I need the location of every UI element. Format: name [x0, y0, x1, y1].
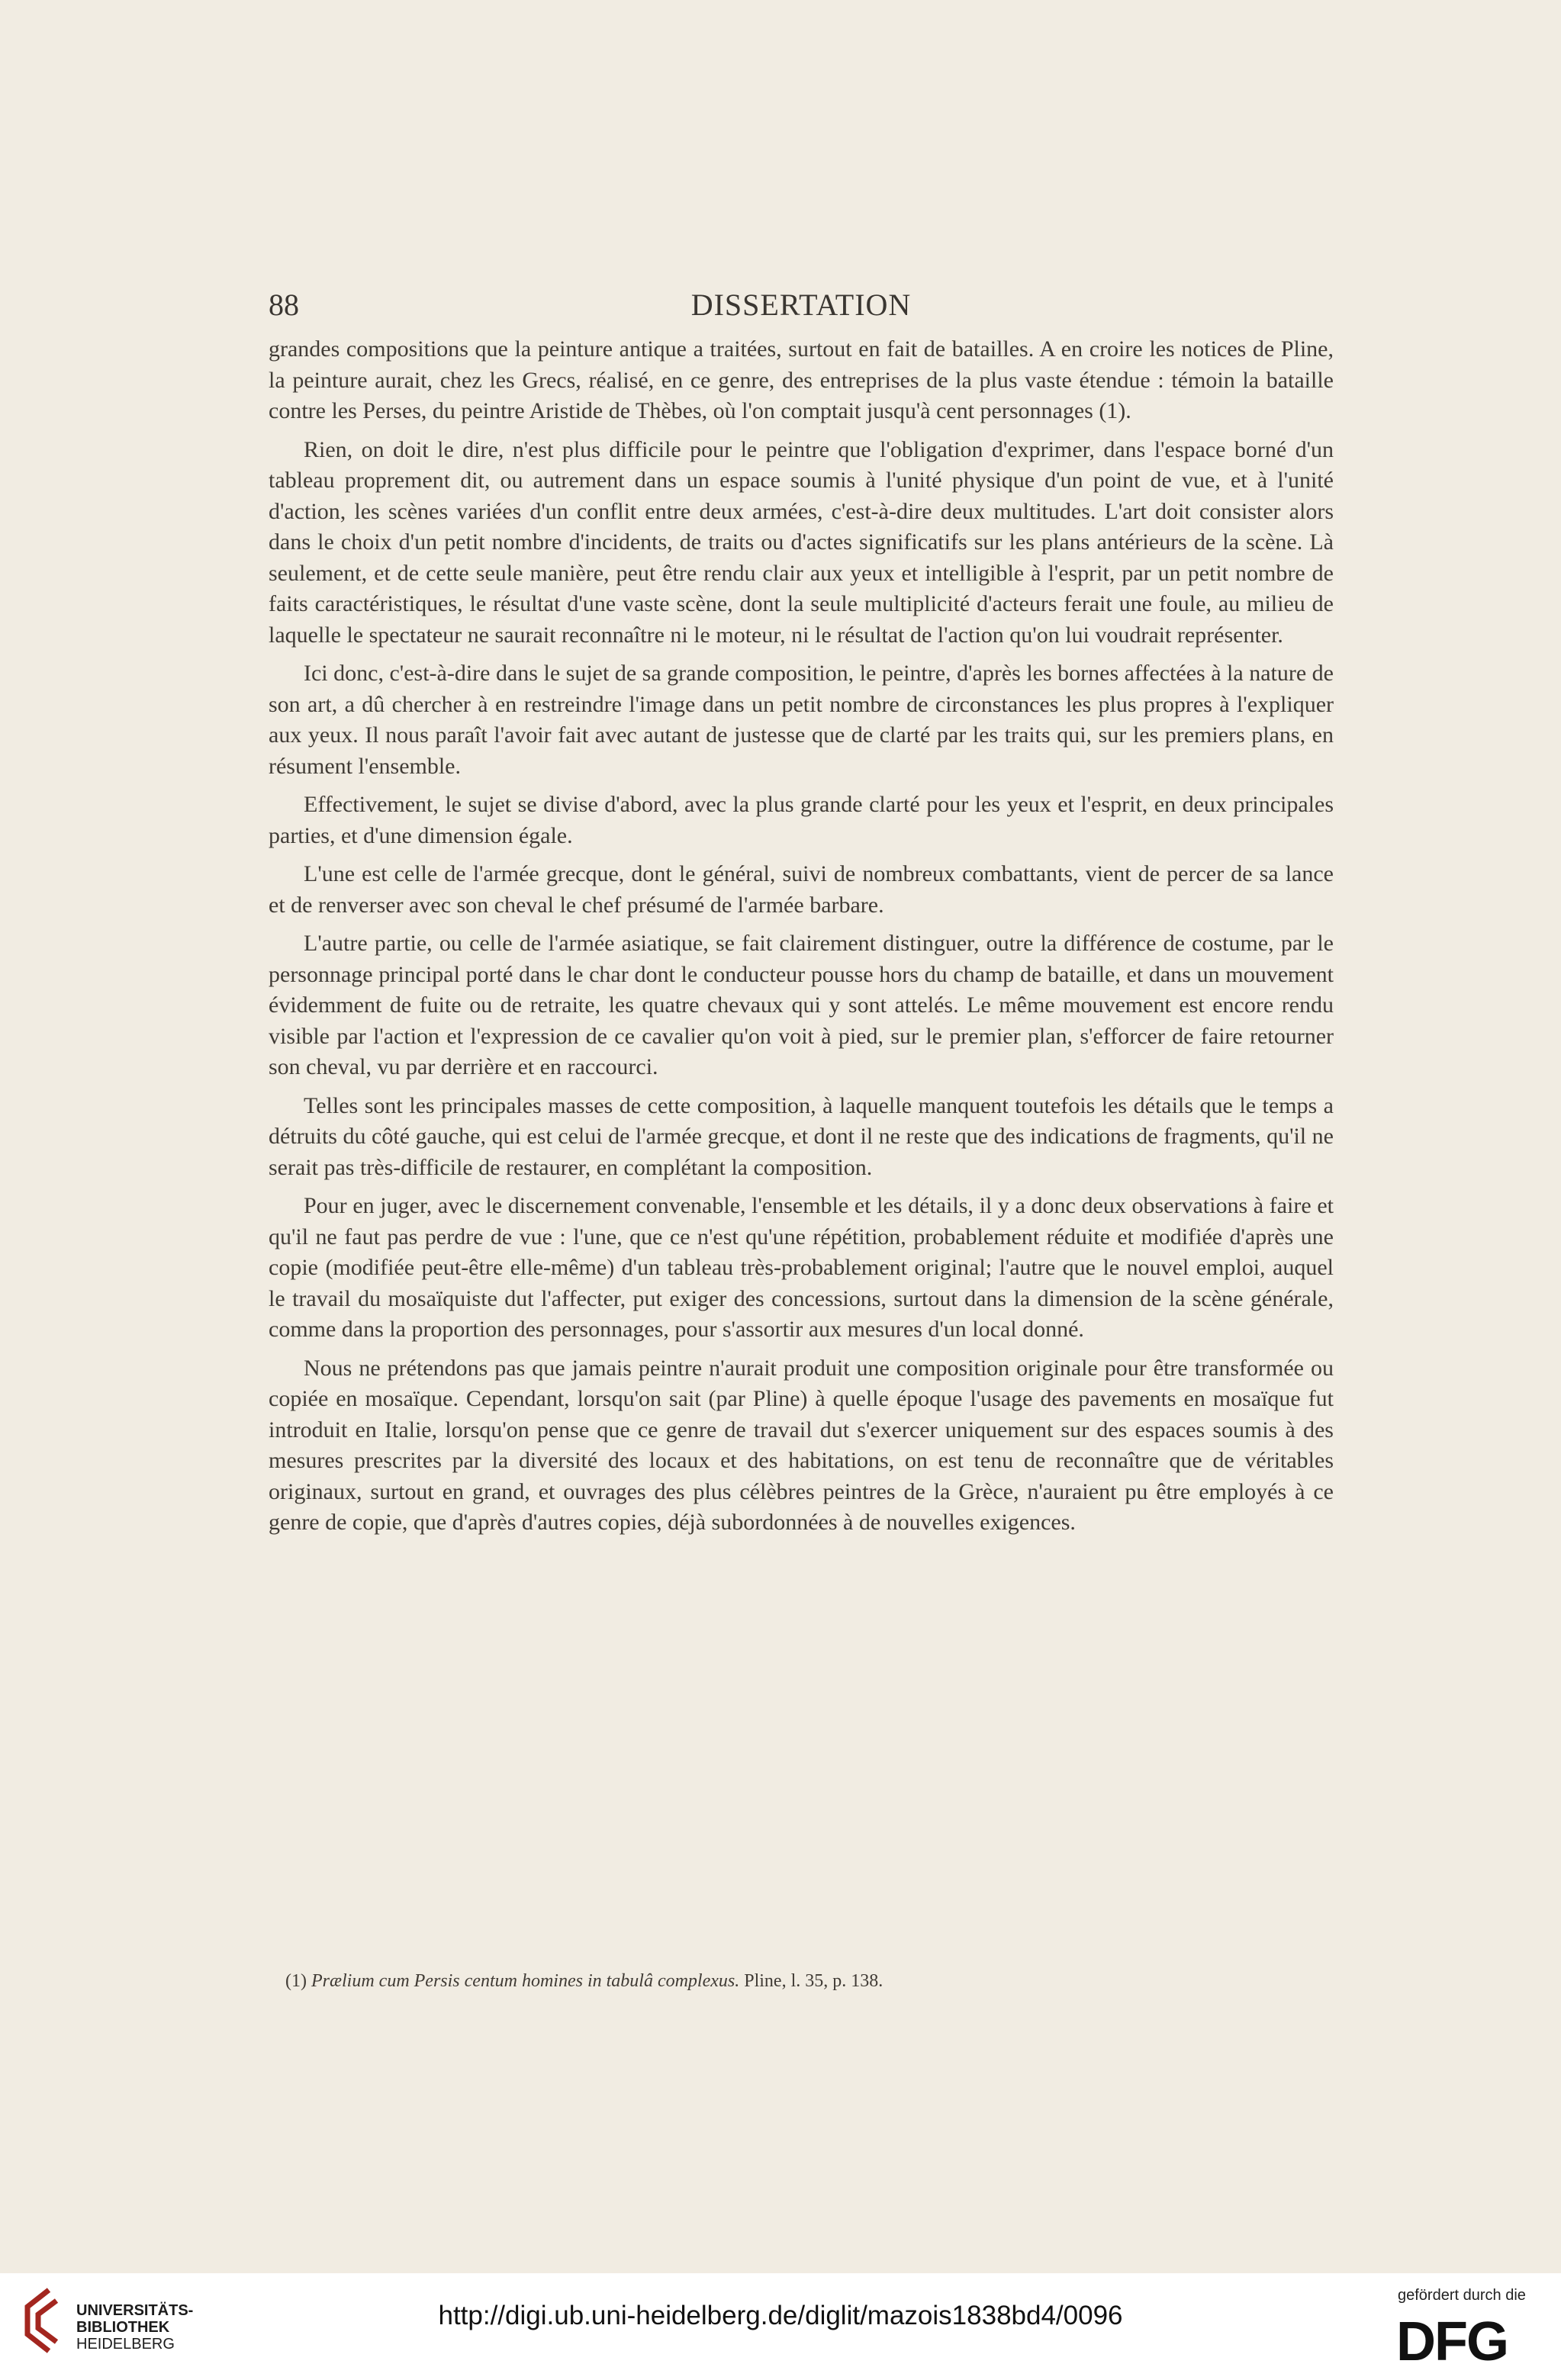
dfg-logo-icon [1395, 2313, 1544, 2366]
text-body [269, 334, 1334, 1546]
paragraph: L'autre partie, ou celle de l'armée asiatique, se fait clairement distinguer, outre la différence de costume, par le personnage principal porté dans le char dont le conducteur pousse hors du champ de bataille, et dans un mouvement évidemment de fuite ou de retraite, les quatre chevaux qui y sont attelés. Le même mouvement est encore rendu visible par l'action et l'expression de ce cavalier qu'on voit à pied, sur le premier plan, s'efforcer de faire retourner son cheval, vu par derrière et en raccourci. [269, 931, 1334, 1079]
paragraph: grandes compositions que la peinture antique a traitées, surtout en fait de batailles. A en croire les notices de Pline, la peinture aurait, chez les Grecs, réalisé, en ce genre, des entreprises de la plus vaste étendue : témoin la bataille contre les Perses, du peintre Aristide de Thèbes, où l'on comptait jusqu'à cent personnages (1). [269, 336, 1334, 423]
paragraph: Rien, on doit le dire, n'est plus difficile pour le peintre que l'obligation d'exprimer, dans l'espace borné d'un tableau proprement dit, ou autrement dans un espace soumis à l'unité physique d'un point de vue, et à l'unité d'action, les scènes variées d'un conflit entre deux armées, c'est-à-dire deux multitudes. L'art doit consister alors dans le choix d'un petit nombre d'incidents, de traits ou d'actes significatifs sur les plans antérieurs de la scène. Là seulement, et de cette seule manière, peut être rendu clair aux yeux et intelligible à l'esprit, par un petit nombre de faits caractéristiques, le résultat d'une vaste scène, dont la seule multiplicité d'acteurs ferait une foule, au milieu de laquelle le spectateur ne saurait reconnaître ni le moteur, ni le résultat de l'action qu'on lui voudrait représenter. [269, 436, 1334, 648]
permalink-url[interactable]: http://digi.ub.uni-heidelberg.de/diglit/mazois1838bd4/0096 [438, 2301, 1123, 2330]
paragraph: Nous ne prétendons pas que jamais peintre n'aurait produit une composition originale pour être transformée ou copiée en mosaïque. Cependant, lorsqu'on sait (par Pline) à quelle époque l'usage des pavements en mosaïque fut introduit en Italie, lorsqu'on pense que ce genre de travail dut s'exercer uniquement sur des espaces soumis à des mesures prescrites par la diversité des locaux et des habitations, on est tenu de reconnaître que de véritables originaux, surtout en grand, et ouvrages des plus célèbres peintres de la Grèce, n'auraient pu être employés à ce genre de copie, que d'après d'autres copies, déjà subordonnées à de nouvelles exigences. [269, 1355, 1334, 1535]
library-name-line: HEIDELBERG [76, 2336, 175, 2353]
paragraph: L'une est celle de l'armée grecque, dont le général, suivi de nombreux combattants, vient de percer de sa lance et de renverser avec son cheval le chef présumé de l'armée barbare. [269, 861, 1334, 918]
paragraph: Pour en juger, avec le discernement convenable, l'ensemble et les détails, il y a donc deux observations à faire et qu'il ne faut pas perdre de vue : l'une, que ce n'est qu'une répétition, probablement réduite et modifiée d'après une copie (modifiée peut-être elle-même) d'un tableau très-probablement original; l'autre que le nouvel emploi, auquel le travail du mosaïquiste dut l'affecter, put exiger des concessions, surtout dans la dimension de la scène générale, comme dans la proportion des personnages, pour s'assortir aux mesures d'un local donné. [269, 1193, 1334, 1342]
page-number: 88 [269, 288, 299, 322]
footer-bar [0, 2273, 1561, 2380]
page-title: DISSERTATION [690, 288, 912, 322]
paragraph: Telles sont les principales masses de cette composition, à laquelle manquent toutefois les détails que le temps a détruits du côté gauche, qui est celui de l'armée grecque, et dont il ne reste que des indications de fragments, qu'il ne serait pas très-difficile de restaurer, en complétant la composition. [269, 1092, 1334, 1180]
paragraph: Ici donc, c'est-à-dire dans le sujet de sa grande composition, le peintre, d'après les bornes affectées à la nature de son art, a dû chercher à en restreindre l'image dans un petit nombre de circonstances les plus propres à l'expliquer aux yeux. Il nous paraît l'avoir fait avec autant de justesse que de clarté par les traits qui, sur les premiers plans, en résument l'ensemble. [269, 661, 1334, 779]
dfg-logo-text: DFG [1396, 2313, 1508, 2366]
footnote-latin-quote: Prælium cum Persis centum homines in tabulâ complexus. [311, 1971, 740, 1991]
funded-by-label: gefördert durch die [1398, 2287, 1526, 2304]
footnote [285, 1968, 1323, 1994]
library-name-line: UNIVERSITÄTS- [76, 2302, 194, 2319]
footnote-marker: (1) [285, 1971, 307, 1991]
footnote-reference: Pline, l. 35, p. 138. [744, 1971, 883, 1991]
library-name-line: BIBLIOTHEK [76, 2319, 170, 2336]
paragraph: Effectivement, le sujet se divise d'abord, avec la plus grande clarté pour les yeux et l'esprit, en deux principales parties, et d'une dimension égale. [269, 792, 1334, 848]
page-header [269, 282, 1334, 328]
